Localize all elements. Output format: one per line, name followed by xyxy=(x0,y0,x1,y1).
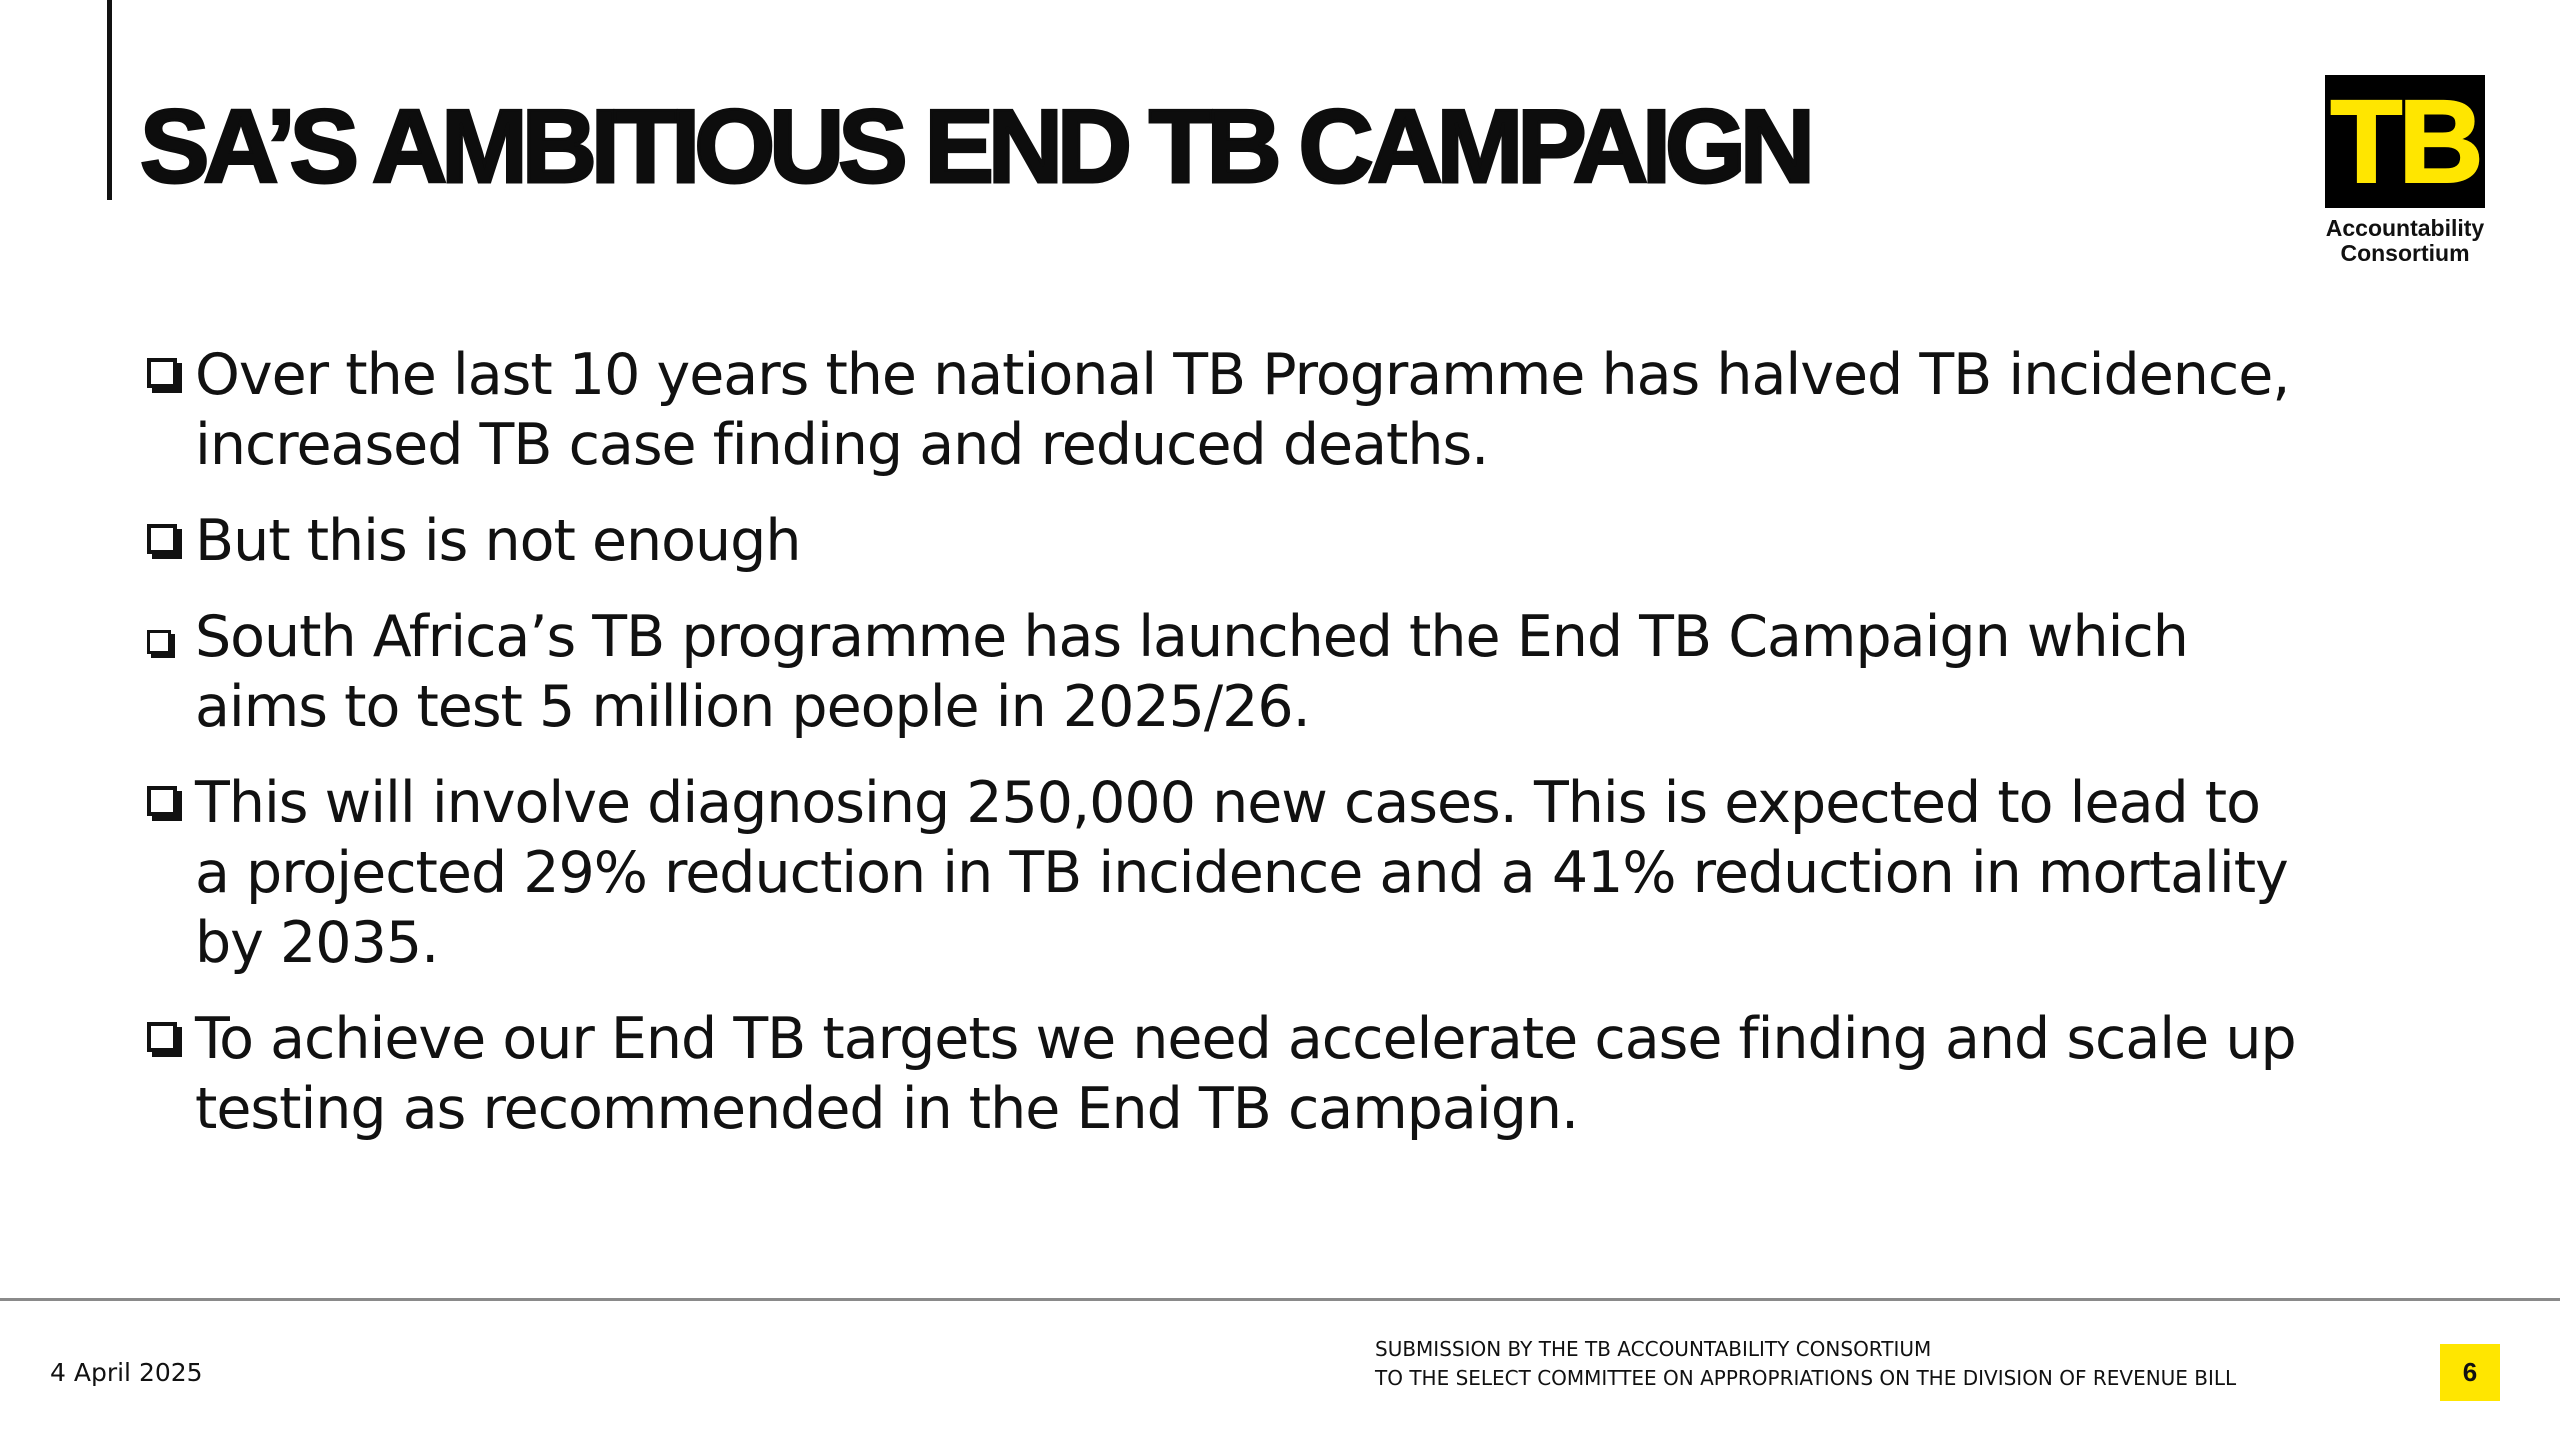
hollow-square-bullet-icon xyxy=(147,786,177,816)
logo-mark-box xyxy=(2325,75,2485,208)
footer-submission-text xyxy=(1375,1335,2236,1393)
bullet-text: But this is not enough xyxy=(195,508,801,574)
hollow-square-bullet-icon xyxy=(147,1022,177,1052)
logo-caption-line1: Accountability xyxy=(2325,215,2485,241)
logo-caption-line2: Consortium xyxy=(2340,240,2470,266)
bullet-item xyxy=(147,506,2307,576)
bullet-text: This will involve diagnosing 250,000 new cases. This is expected to lead to a projected 29% reduction in TB incidence and a 41% reduction in mortality by 2035. xyxy=(195,770,2288,976)
footer-submission-line2: TO THE SELECT COMMITTEE ON APPROPRIATIONS ON THE DIVISION OF REVENUE BILL xyxy=(1375,1366,2237,1390)
hollow-square-bullet-icon xyxy=(147,524,177,554)
page-title: SA’S AMBITIOUS END TB CAMPAIGN xyxy=(140,89,1809,205)
bullet-item xyxy=(147,340,2307,480)
bullet-item xyxy=(147,602,2307,742)
page-number-badge: 6 xyxy=(2440,1344,2500,1401)
bullet-item xyxy=(147,1004,2307,1144)
tb-accountability-logo xyxy=(2325,75,2485,266)
bullet-text: Over the last 10 years the national TB Programme has halved TB incidence, increased TB case finding and reduced deaths. xyxy=(195,342,2290,478)
logo-mark-text: TB xyxy=(2330,75,2480,208)
hollow-square-bullet-icon xyxy=(147,358,177,388)
hollow-square-bullet-icon xyxy=(147,630,171,654)
footer-date: 4 April 2025 xyxy=(50,1358,203,1387)
bullet-item xyxy=(147,768,2307,978)
footer-divider xyxy=(0,1298,2560,1301)
logo-caption xyxy=(2325,216,2485,266)
title-accent-rule xyxy=(107,0,112,200)
footer-submission-line1: SUBMISSION BY THE TB ACCOUNTABILITY CONSORTIUM xyxy=(1375,1337,1932,1361)
bullet-text: To achieve our End TB targets we need accelerate case finding and scale up testing as recommended in the End TB campaign. xyxy=(195,1006,2296,1142)
bullet-list xyxy=(147,340,2307,1170)
bullet-text: South Africa’s TB programme has launched the End TB Campaign which aims to test 5 million people in 2025/26. xyxy=(195,604,2188,740)
